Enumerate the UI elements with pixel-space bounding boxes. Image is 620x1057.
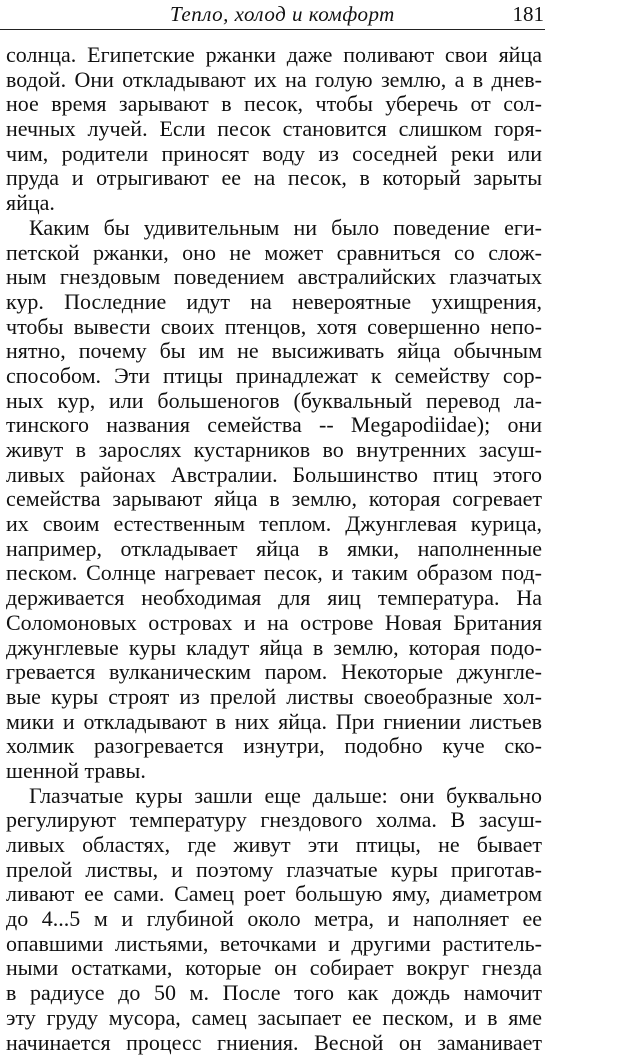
page-header (0, 0, 560, 30)
text-line: их своим естественным теплом. Джунглевая курица, (6, 511, 542, 537)
text-line: тинского названия семейства -- Megapodiidae); они (6, 412, 542, 438)
text-line: мики и откладывают в них яйца. При гниении листьев (6, 708, 542, 734)
text-line: яйца. (6, 190, 55, 216)
running-title: Тепло, холод и комфорт (170, 2, 395, 26)
text-line: прелой листвы, и поэтому глазчатые куры приготав- (6, 856, 542, 882)
text-line: опавшими листьями, веточками и другими раститель- (6, 930, 542, 956)
text-line: ливых областях, где живут эти птицы, не бывает (6, 832, 542, 857)
body-text (6, 43, 542, 1055)
text-line: ными остатками, которые он собирает вокруг гнезда (6, 955, 542, 981)
text-line: холмик разогревается изнутри, подобно куче ско- (6, 733, 542, 759)
text-line: пруда и отрыгивают ее на песок, в который зарыты (6, 165, 542, 191)
text-line: ных кур, или большеногов (буквальный перевод ла- (6, 387, 542, 413)
text-line: нечных лучей. Если песок становится слишком горя- (6, 116, 542, 142)
text-line: Соломоновых островах и на острове Новая Британия (6, 609, 542, 635)
text-line: вые куры строят из прелой листвы своеобразные хол- (6, 683, 542, 709)
text-line: в радиусе до 50 м. После того как дождь намочит (6, 980, 542, 1006)
text-line: живут в зарослях кустарников во внутренних засуш- (6, 437, 542, 462)
text-line: водой. Они откладывают их на голую землю, а в днев- (6, 66, 542, 92)
text-line: эту груду мусора, самец засыпает ее песком, и в яме (6, 1004, 542, 1030)
text-line: гревается вулканическим паром. Некоторые джунгле- (6, 659, 542, 685)
text-line: чим, родители приносят воду из соседней реки или (6, 140, 542, 166)
text-line: нятно, почему бы им не высиживать яйца обычным (6, 338, 542, 364)
text-line: семейства зарывают яйца в землю, которая согревает (6, 486, 542, 512)
text-line: регулируют температуру гнездового холма. В засуш- (6, 807, 542, 833)
text-line: ное время зарывают в песок, чтобы уберечь от сол- (6, 91, 542, 117)
text-line: до 4...5 м и глубиной около метра, и наполняет ее (6, 906, 542, 932)
text-line: чтобы вывести своих птенцов, хотя совершенно непо- (6, 313, 542, 339)
text-line: Каким бы удивительным ни было поведение еги- (29, 214, 542, 240)
header-rule (0, 29, 545, 30)
text-line: шенной травы. (6, 757, 146, 783)
text-line: джунглевые куры кладут яйца в землю, которая подо- (6, 634, 542, 660)
text-line: ным гнездовым поведением австралийских глазчатых (6, 264, 542, 290)
text-line: например, откладывает яйца в ямки, наполненные (6, 535, 542, 561)
text-line: ливых районах Австралии. Большинство птиц этого (6, 461, 542, 487)
text-line: песком. Солнце нагревает песок, и таким образом под- (6, 560, 542, 586)
text-line: кур. Последние идут на невероятные ухищрения, (6, 288, 542, 314)
page-number: 181 (512, 2, 544, 26)
text-line: Глазчатые куры зашли еще дальше: они буквально (29, 782, 542, 808)
text-line: солнца. Египетские ржанки даже поливают свои яйца (6, 42, 542, 67)
text-line: петской ржанки, оно не может сравниться со слож- (6, 239, 542, 265)
text-line: способом. Эти птицы принадлежат к семейству сор- (6, 362, 542, 388)
text-line: начинается процесс гниения. Весной он заманивает (6, 1029, 542, 1055)
text-line: ливают ее сами. Самец роет большую яму, диаметром (6, 881, 542, 907)
text-line: держивается необходимая для яиц температура. На (6, 585, 542, 611)
